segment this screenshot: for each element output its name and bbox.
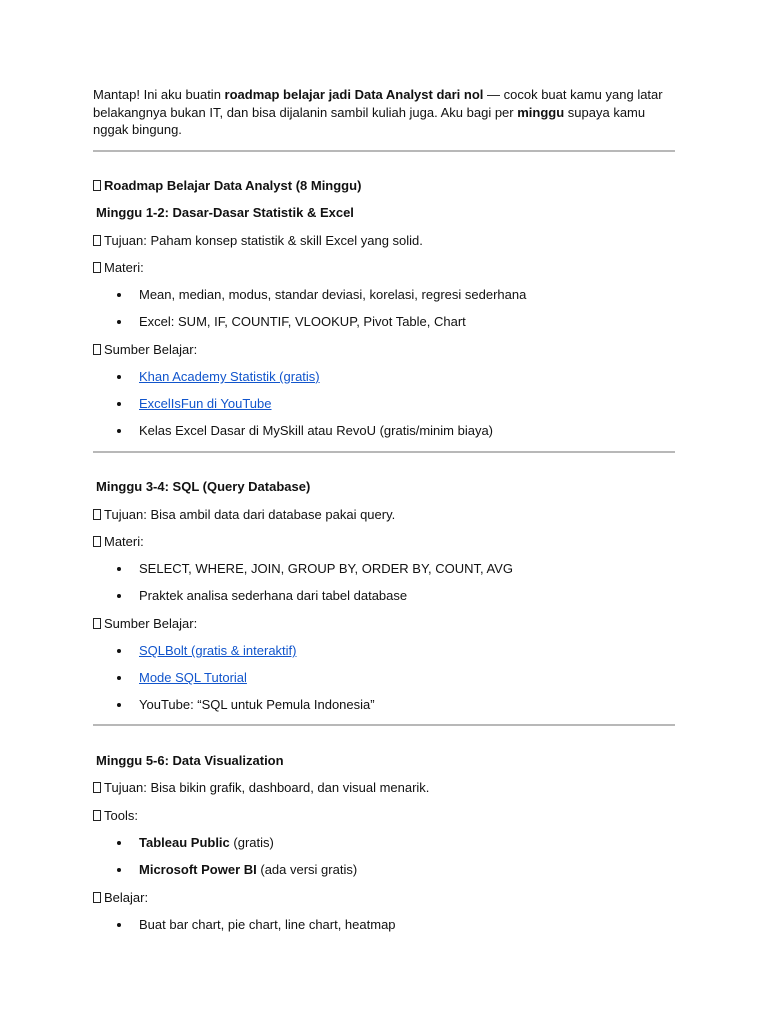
target-icon — [93, 509, 101, 520]
list-item: SELECT, WHERE, JOIN, GROUP BY, ORDER BY, COUNT, AVG — [93, 560, 675, 577]
week12-materi-list — [93, 286, 675, 330]
week34-sources-label — [93, 615, 675, 632]
book-icon — [93, 892, 101, 903]
emoji-placeholder-icon — [93, 180, 101, 191]
week34-sources-list — [93, 642, 675, 713]
khan-academy-link[interactable]: Khan Academy Statistik (gratis) — [139, 369, 320, 384]
week12-title: Minggu 1-2: Dasar-Dasar Statistik & Excel — [96, 205, 354, 220]
list-item — [93, 368, 675, 385]
book-icon — [93, 536, 101, 547]
book-icon — [93, 262, 101, 273]
intro-bold-roadmap: roadmap belajar jadi Data Analyst dari nol — [224, 87, 484, 102]
list-item: Mean, median, modus, standar deviasi, korelasi, regresi sederhana — [93, 286, 675, 303]
week56-learn-label — [93, 889, 675, 906]
divider-1 — [93, 150, 675, 152]
week12-materi-label — [93, 259, 675, 276]
intro-text-3: supaya kamu nggak bingung. — [93, 104, 646, 137]
week56-learn-label-text: Belajar: — [104, 890, 149, 905]
week12-goal-text: Tujuan: Paham konsep statistik & skill Excel yang solid. — [104, 233, 423, 248]
list-item — [93, 669, 675, 686]
list-item: Buat bar chart, pie chart, line chart, heatmap — [93, 916, 675, 933]
divider-3 — [93, 724, 675, 726]
list-item — [93, 834, 675, 851]
list-item — [93, 395, 675, 412]
week34-materi-label-text: Materi: — [104, 534, 144, 549]
power-bi-note: (ada versi gratis) — [256, 862, 358, 877]
intro-text-2: — cocok buat kamu yang latar belakangnya bukan IT, dan bisa dijalanin sambil kuliah juga. Aku bagi per — [93, 87, 663, 120]
link-icon — [93, 618, 101, 629]
week34-goal — [93, 506, 675, 523]
roadmap-title — [93, 177, 675, 194]
divider-2 — [93, 451, 675, 453]
excelisfun-link[interactable]: ExcelIsFun di YouTube — [139, 396, 272, 411]
mode-sql-tutorial-link[interactable]: Mode SQL Tutorial — [139, 670, 247, 685]
week56-learn-list — [93, 916, 675, 933]
intro-text-1: Mantap! Ini aku buatin — [93, 87, 225, 102]
week56-goal — [93, 779, 675, 796]
week12-goal — [93, 232, 675, 249]
week12-materi-label-text: Materi: — [104, 260, 144, 275]
list-item: Praktek analisa sederhana dari tabel database — [93, 587, 675, 604]
intro-bold-minggu: minggu — [517, 104, 565, 120]
target-icon — [93, 782, 101, 793]
week34-goal-text: Tujuan: Bisa ambil data dari database pakai query. — [104, 507, 396, 522]
tableau-public-label: Tableau Public — [139, 835, 230, 850]
week12-sources-label-text: Sumber Belajar: — [104, 342, 198, 357]
list-item: YouTube: “SQL untuk Pemula Indonesia” — [93, 696, 675, 713]
list-item — [93, 642, 675, 659]
week12-sources-label — [93, 341, 675, 358]
week56-title: Minggu 5-6: Data Visualization — [96, 753, 284, 768]
week12-sources-list — [93, 368, 675, 439]
power-bi-label: Microsoft Power BI — [139, 862, 257, 877]
target-icon — [93, 235, 101, 246]
week56-tools-label — [93, 807, 675, 824]
intro-paragraph — [93, 86, 675, 139]
week34-title: Minggu 3-4: SQL (Query Database) — [96, 479, 311, 494]
week34-sources-label-text: Sumber Belajar: — [104, 616, 198, 631]
week56-tools-label-text: Tools: — [104, 808, 138, 823]
week34-materi-list — [93, 560, 675, 604]
list-item: Excel: SUM, IF, COUNTIF, VLOOKUP, Pivot Table, Chart — [93, 313, 675, 330]
tools-icon — [93, 810, 101, 821]
roadmap-title-text: Roadmap Belajar Data Analyst (8 Minggu) — [104, 178, 362, 193]
week56-goal-text: Tujuan: Bisa bikin grafik, dashboard, dan visual menarik. — [104, 780, 430, 795]
week56-tools-list — [93, 834, 675, 878]
sqlbolt-link[interactable]: SQLBolt (gratis & interaktif) — [139, 643, 297, 658]
tableau-note: (gratis) — [229, 835, 274, 850]
link-icon — [93, 344, 101, 355]
list-item: Kelas Excel Dasar di MySkill atau RevoU (gratis/minim biaya) — [93, 422, 675, 439]
week34-materi-label — [93, 533, 675, 550]
list-item — [93, 861, 675, 878]
